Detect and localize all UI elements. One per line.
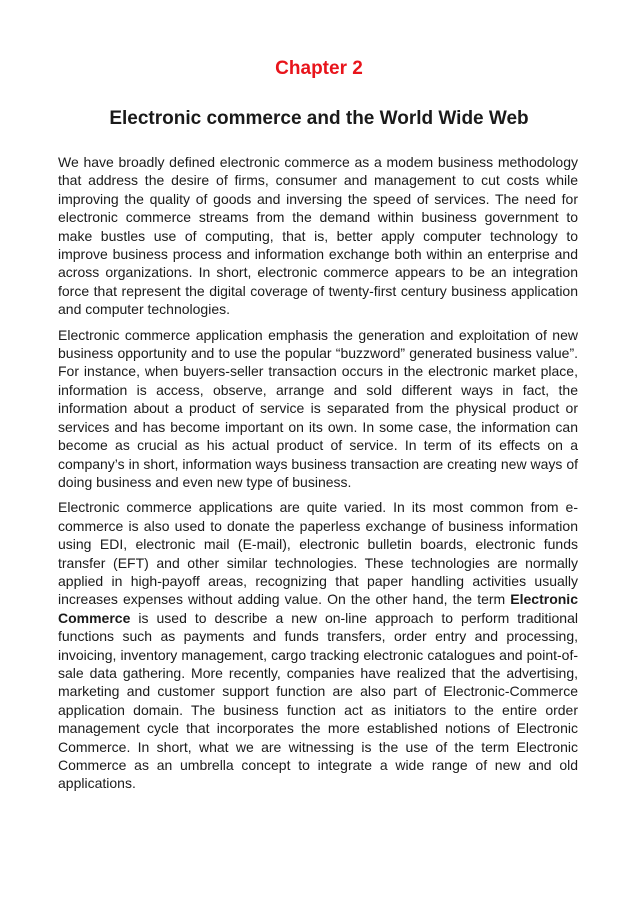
chapter-label: Chapter 2 — [275, 58, 363, 79]
paragraph-1: We have broadly defined electronic commerce as a modem business methodology that address the desire of firms, consumer and management to cut costs while improving the quality of goods and inversing the speed of services. The need for electronic commerce streams from the demand within business government to make bustles use of computing, that is, better apply computer technology to improve business process and information exchange both within an enterprise and across organizations. In short, electronic commerce appears to be an integration force that represent the digital coverage of twenty-first century business application and computer technologies. — [58, 154, 578, 318]
bold-term: Electronic Commerce — [58, 591, 578, 626]
paragraph-2: Electronic commerce application emphasis the generation and exploitation of new business opportunity and to use the popular “buzzword” generated business value”. For instance, when buyers-seller transaction occurs in the electronic market place, information is access, observe, arrange and sold different ways in fact, the information about a product of service is separated from the physical product or services and has become important on its own. In some case, the information can become as crucial as his actual product of service. In term of its effects on a company’s in short, information ways business transaction are creating new ways of doing business and even new type of business. — [58, 326, 578, 490]
chapter-title: Electronic commerce and the World Wide Web — [109, 108, 529, 129]
body-text — [58, 153, 578, 800]
paragraph-3-text-after: is used to describe a new on-line approach to perform traditional functions such as payments and funds transfers, order entry and processing, invoicing, inventory management, cargo tracking electronic catalogues and point-of-sale data gathering. More recently, companies have realized that the advertising, marketing and customer support function are also part of Electronic-Commerce application domain. The business function act as initiators to the entire order management cycle that incorporates the more established notions of Electronic Commerce. In short, what we are witnessing is the use of the term Electronic Commerce as an umbrella concept to integrate a wide range of new and old applications. — [58, 609, 578, 792]
paragraph-3 — [58, 498, 578, 793]
paragraph-3-text-before: Electronic commerce applications are quite varied. In its most common from e-commerce is also used to donate the paperless exchange of business information using EDI, electronic mail (E-mail), electronic bulletin boards, electronic funds transfer (EFT) and other similar technologies. These technologies are normally applied in high-payoff areas, recognizing that paper handling activities usually increases expenses without adding value. On the other hand, the term — [58, 499, 578, 608]
